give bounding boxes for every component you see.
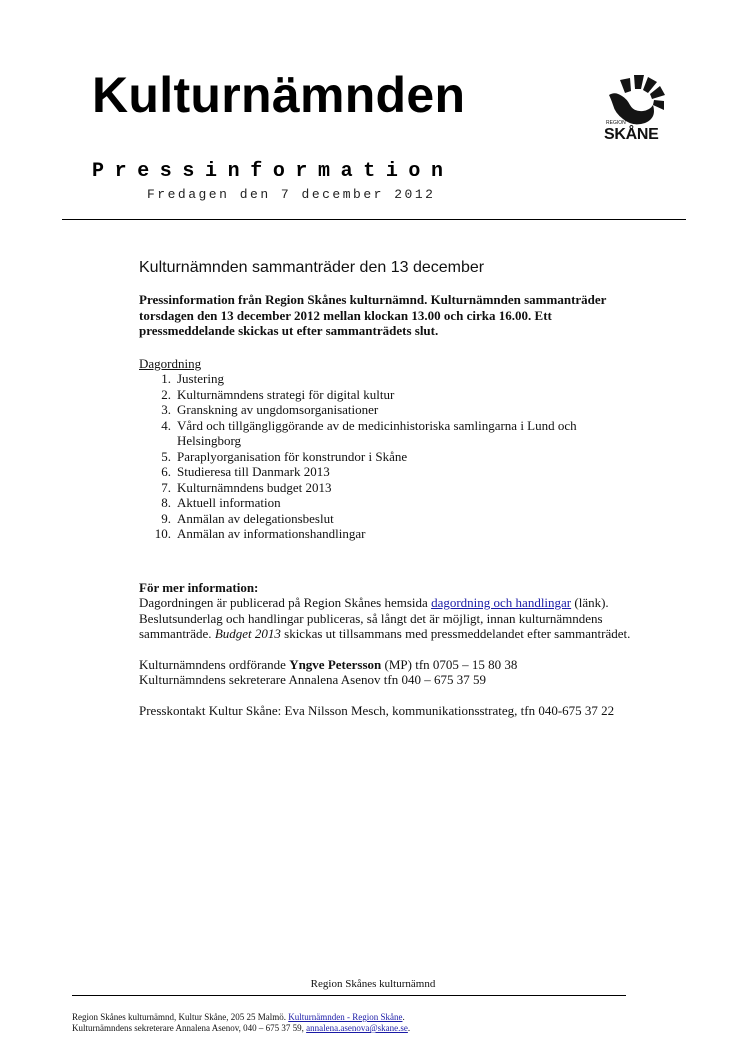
press-info-label: Pressinformation (92, 160, 454, 183)
footer-divider (72, 995, 626, 996)
agenda-item (139, 526, 639, 542)
agenda-item-text: Studieresa till Danmark 2013 (177, 464, 330, 479)
agenda-item-number: 8. (161, 495, 171, 510)
lead-paragraph: Pressinformation från Region Skånes kulturnämnd. Kulturnämnden sammanträder torsdagen den 13 december 2012 mellan klockan 13.00 och cirka 16.00. Ett pressmeddelande skickas ut efter sammanträdets slut. (139, 292, 607, 338)
agenda-heading: Dagordning (139, 355, 202, 371)
agenda-item-number: 10. (154, 526, 171, 541)
svg-text:SKÅNE: SKÅNE (604, 126, 659, 142)
sun-emblem-icon (603, 72, 679, 142)
agenda-item-text: Kulturnämndens budget 2013 (177, 479, 332, 495)
headline: Kulturnämnden sammanträder den 13 december (139, 259, 485, 276)
agenda-item (139, 371, 639, 387)
footer-secretary-line: Kulturnämndens sekreterare Annalena Asenov, 040 – 675 37 59, annalena.asenova@skane.se. (72, 1023, 411, 1033)
agenda-item (139, 495, 639, 511)
header-divider (62, 219, 686, 220)
agenda-item-text: Paraplyorganisation för konstrundor i Skåne (177, 448, 408, 464)
budget-title: Budget 2013 (214, 626, 281, 641)
agenda-item (139, 480, 639, 496)
publication-paragraph: Dagordningen är publicerad på Region Skånes hemsida dagordning och handlingar (länk). Beslutsunderlag och handlingar publiceras, så långt det är möjligt, innan kulturnämndens sammanträde. Budget 2013 skickas ut tillsammans med pressmeddelandet efter sammanträdet. (139, 595, 631, 641)
agenda-item-number: 9. (161, 510, 171, 526)
agenda-item-number: 7. (161, 479, 171, 495)
press-date: Fredagen den 7 december 2012 (147, 187, 436, 202)
footer-address-line: Region Skånes kulturnämnd, Kultur Skåne, 205 25 Malmö. Kulturnämnden - Region Skåne. (72, 1012, 405, 1022)
more-info-heading: För mer information: (139, 579, 259, 595)
chair-name: Yngve Petersson (289, 656, 382, 672)
agenda-item-number: 2. (161, 386, 171, 402)
agenda-item (139, 387, 639, 403)
agenda-item-text: Granskning av ungdomsorganisationer (177, 402, 379, 417)
region-skane-logo (603, 72, 679, 142)
agenda-item (139, 418, 639, 449)
secretary-contact: Kulturnämndens sekreterare Annalena Asenov tfn 040 – 675 37 59 (139, 672, 486, 687)
document-body (139, 258, 639, 718)
agenda-documents-link[interactable]: dagordning och handlingar (431, 595, 572, 610)
press-contact: Presskontakt Kultur Skåne: Eva Nilsson Mesch, kommunikationsstrateg, tfn 040-675 37 22 (139, 702, 615, 718)
document-title: Kulturnämnden (92, 67, 466, 123)
agenda-item (139, 449, 639, 465)
footer-website-link[interactable]: Kulturnämnden - Region Skåne (288, 1012, 403, 1022)
agenda-item-text: Kulturnämndens strategi för digital kultur (177, 386, 395, 402)
chair-contact: Kulturnämndens ordförande Yngve Petersson (MP) tfn 0705 – 15 80 38 (139, 656, 518, 672)
footer-organization: Region Skånes kulturnämnd (310, 978, 436, 990)
agenda-item (139, 464, 639, 480)
agenda-item-text: Anmälan av informationshandlingar (177, 526, 366, 541)
agenda-item-text: Aktuell information (177, 495, 281, 510)
agenda-item-text: Anmälan av delegationsbeslut (177, 510, 334, 526)
agenda-item-number: 1. (161, 371, 171, 386)
agenda-item-text: Vård och tillgängliggörande av de medicinhistoriska samlingarna i Lund och Helsingborg (177, 417, 577, 448)
footer-email-link[interactable]: annalena.asenova@skane.se (306, 1023, 408, 1033)
agenda-item-number: 3. (161, 402, 171, 417)
agenda-item (139, 402, 639, 418)
agenda-item-text: Justering (177, 371, 224, 386)
agenda-item-number: 4. (161, 417, 171, 433)
agenda-item-number: 6. (161, 464, 171, 479)
agenda-list (139, 371, 639, 542)
agenda-item-number: 5. (161, 448, 171, 464)
footer-contact (72, 1012, 410, 1034)
agenda-item (139, 511, 639, 527)
svg-text:REGION: REGION (606, 120, 626, 126)
